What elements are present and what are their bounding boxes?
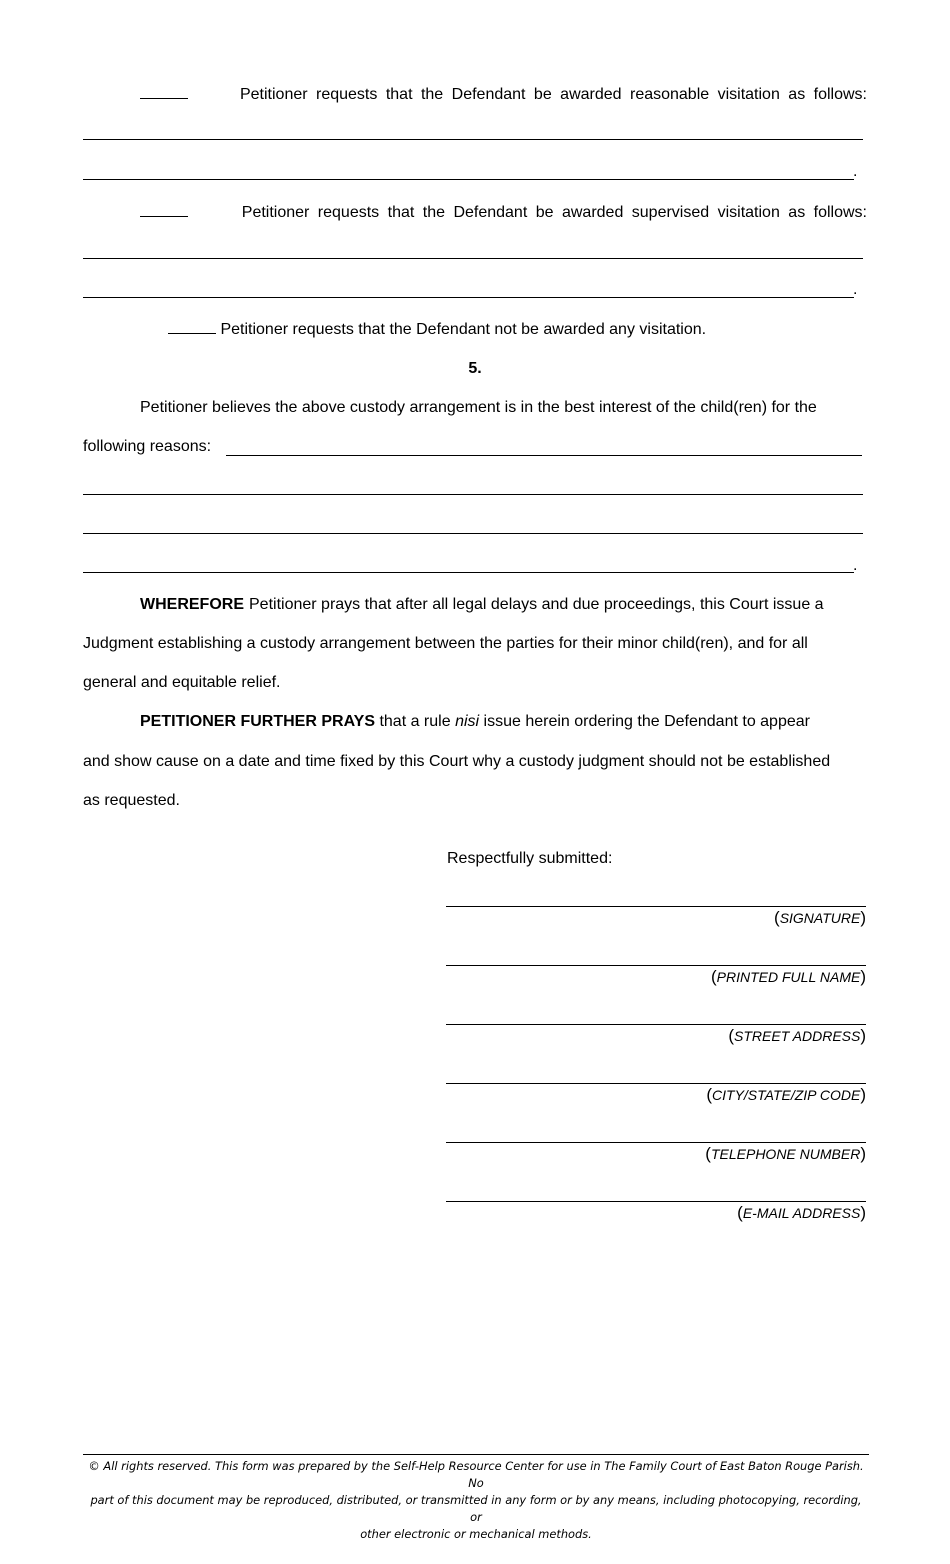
email-line[interactable] <box>446 1201 866 1202</box>
city-state-zip-line[interactable] <box>446 1083 866 1084</box>
footer-line-2: part of this document may be reproduced, distributed, or transmitted in any form or by any means, including photocopying, recording, or <box>90 1493 862 1524</box>
best-interest-line-1 <box>140 398 867 418</box>
no-visitation-checkbox-blank[interactable] <box>168 319 216 334</box>
respectfully-submitted: Respectfully submitted: <box>447 850 613 867</box>
no-visitation-text: Petitioner requests that the Defendant not be awarded any visitation. <box>220 321 707 338</box>
supervised-visitation-line-1[interactable] <box>83 258 863 259</box>
supervised-visitation-checkbox-blank[interactable] <box>140 202 188 217</box>
supervised-visitation-text: Petitioner requests that the Defendant be awarded supervised visitation as follows: <box>241 204 867 221</box>
section-number-5: 5. <box>468 360 482 377</box>
footer-line-1: © All rights reserved. This form was prepared by the Self-Help Resource Center for use in The Family Court of East Baton Rouge Parish. No <box>88 1459 864 1490</box>
reasonable-visitation-line-1[interactable] <box>83 139 863 140</box>
supervised-visitation-row <box>140 202 867 223</box>
following-reasons-label: following reasons: <box>83 438 212 455</box>
period-mark: . <box>853 163 858 180</box>
reasonable-visitation-line-2[interactable] <box>83 179 854 180</box>
period-mark: . <box>853 281 858 298</box>
period-mark: . <box>853 557 858 574</box>
further-prays-post: issue herein ordering the Defendant to appear <box>483 713 810 730</box>
telephone-line[interactable] <box>446 1142 866 1143</box>
further-prays-bold: PETITIONER FURTHER PRAYS <box>140 713 375 730</box>
wherefore-bold: WHEREFORE <box>140 596 244 613</box>
wherefore-line-1 <box>140 595 866 615</box>
reasonable-visitation-checkbox-blank[interactable] <box>140 84 188 99</box>
further-prays-line-1 <box>140 712 867 732</box>
reasonable-visitation-row <box>140 84 867 105</box>
street-address-line[interactable] <box>446 1024 866 1025</box>
signature-label: (SIGNATURE) <box>774 908 866 927</box>
wherefore-line-1-text: Petitioner prays that after all legal delays and due proceedings, this Court issue a <box>249 596 824 613</box>
further-prays-line-2: and show cause on a date and time fixed by this Court why a custody judgment should not be established <box>83 753 831 770</box>
supervised-visitation-line-2[interactable] <box>83 297 854 298</box>
copyright-footer <box>83 1454 869 1543</box>
telephone-label: (TELEPHONE NUMBER) <box>705 1144 866 1163</box>
nisi-italic: nisi <box>455 713 480 730</box>
no-visitation-row <box>168 319 706 340</box>
printed-name-label: (PRINTED FULL NAME) <box>710 967 866 986</box>
wherefore-line-2: Judgment establishing a custody arrangement between the parties for their minor child(ren), and for all <box>83 635 808 652</box>
reasons-line-2[interactable] <box>83 494 863 495</box>
reasonable-visitation-text: Petitioner requests that the Defendant be awarded reasonable visitation as follows: <box>239 86 867 103</box>
signature-line[interactable] <box>446 906 866 907</box>
further-prays-pre: that a rule <box>379 713 451 730</box>
printed-name-line[interactable] <box>446 965 866 966</box>
further-prays-line-3: as requested. <box>83 792 180 809</box>
reasons-line-3[interactable] <box>83 533 863 534</box>
street-address-label: (STREET ADDRESS) <box>728 1026 866 1045</box>
city-state-zip-label: (CITY/STATE/ZIP CODE) <box>706 1085 866 1104</box>
footer-line-3: other electronic or mechanical methods. <box>360 1527 592 1541</box>
wherefore-line-3: general and equitable relief. <box>83 674 281 691</box>
email-label: (E-MAIL ADDRESS) <box>737 1203 866 1222</box>
reasons-line-4[interactable] <box>83 572 854 573</box>
best-interest-text: Petitioner believes the above custody arrangement is in the best interest of the child(ren) for the <box>140 399 817 416</box>
reasons-line-1[interactable] <box>226 455 862 456</box>
